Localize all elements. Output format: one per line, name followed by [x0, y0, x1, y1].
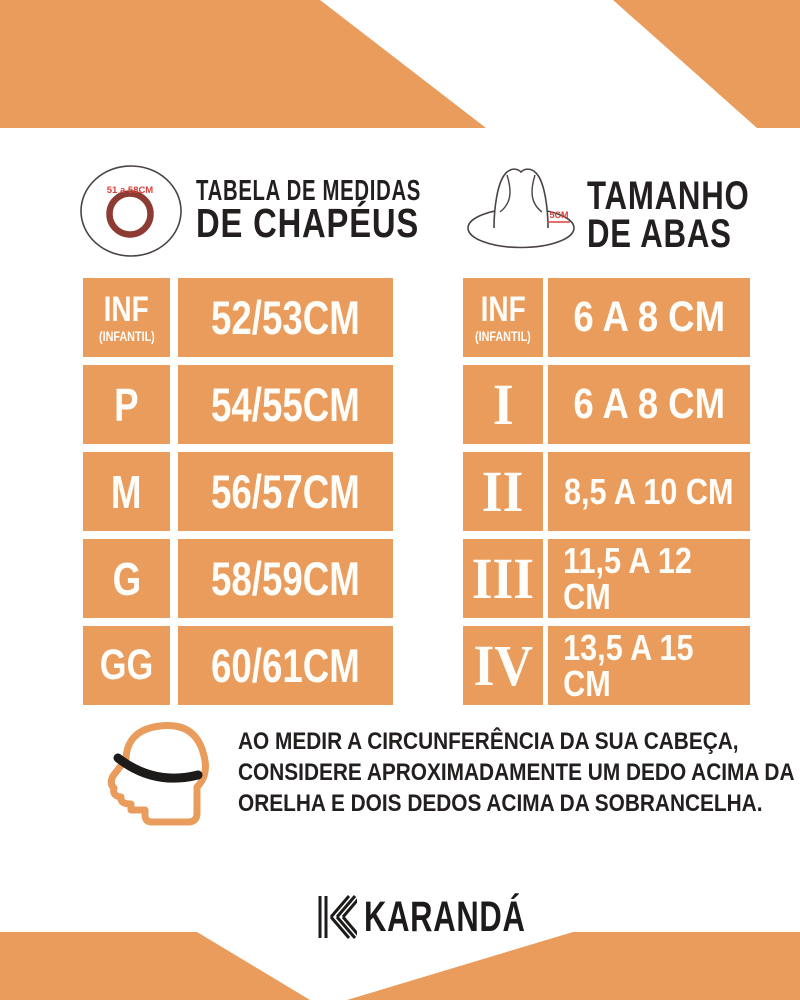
brand-logo [317, 894, 588, 940]
size-label-cell [463, 278, 543, 357]
top-banner [0, 0, 800, 128]
size-value: 6 A 8 CM [573, 380, 725, 428]
size-label: GG [99, 641, 154, 689]
size-label: INF [103, 289, 150, 329]
size-label: P [114, 378, 139, 431]
table-row [83, 365, 393, 444]
size-value: 11,5 A 12 CM [563, 539, 692, 617]
size-value-cell [178, 452, 393, 531]
brim-size-table [463, 278, 750, 705]
size-label-cell [83, 626, 170, 705]
measure-note [199, 726, 795, 819]
size-chart-title-line2: DE CHAPÉUS [196, 200, 420, 246]
table-row [83, 278, 393, 357]
size-value-cell [178, 278, 393, 357]
measure-note-line2: CONSIDERE APROXIMADAMENTE UM DEDO ACIMA DA [238, 759, 795, 786]
table-row [463, 365, 750, 444]
size-sublabel: (INFANTIL) [98, 328, 155, 344]
banner-stripe-top-right [613, 0, 800, 128]
head-circumference-range-label: 51 a 58CM [106, 185, 154, 196]
banner-stripe-bottom-right [347, 932, 800, 1000]
size-label: IV [473, 632, 533, 698]
size-label-cell [83, 452, 170, 531]
size-value: 54/55CM [211, 378, 360, 431]
size-label-cell [83, 365, 170, 444]
size-value-cell [548, 539, 750, 618]
size-value: 52/53CM [211, 291, 360, 344]
size-label: INF [480, 289, 526, 329]
banner-stripe-top-left [0, 0, 486, 128]
size-label: M [111, 465, 142, 518]
size-value-cell [548, 278, 750, 357]
size-value-cell [548, 365, 750, 444]
brand-mark-icon [317, 894, 357, 940]
size-value-cell [548, 452, 750, 531]
table-row [463, 278, 750, 357]
brim-chart-title-line2: DE ABAS [587, 212, 732, 256]
table-row [463, 452, 750, 531]
table-row [463, 626, 750, 705]
table-row [83, 452, 393, 531]
size-label-cell [463, 539, 543, 618]
size-label-cell [83, 278, 170, 357]
brand-name: KARANDÁ [364, 892, 526, 941]
size-value: 60/61CM [211, 639, 360, 692]
size-value-cell [178, 626, 393, 705]
size-label-cell [463, 365, 543, 444]
table-row [463, 539, 750, 618]
size-value: 58/59CM [211, 552, 360, 605]
size-label-cell [463, 626, 543, 705]
brim-width-label: 5CM [549, 210, 569, 220]
size-value: 13,5 A 15 CM [563, 626, 694, 704]
size-chart-title-line1: TABELA DE MEDIDAS [196, 175, 422, 207]
size-value: 6 A 8 CM [573, 293, 725, 341]
table-row [83, 626, 393, 705]
measure-note-line3: ORELHA E DOIS DEDOS ACIMA DA SOBRANCELHA. [238, 790, 763, 817]
table-row [83, 539, 393, 618]
hat-size-table [83, 278, 393, 705]
size-value-cell [178, 365, 393, 444]
brim-chart-title-line1: TAMANHO [587, 174, 750, 218]
size-value-cell [548, 626, 750, 705]
size-sublabel: (INFANTIL) [475, 328, 531, 344]
hat-brim-side-view-icon [466, 162, 582, 252]
size-label: III [471, 545, 535, 611]
size-label-cell [463, 452, 543, 531]
size-label: I [492, 371, 514, 437]
bottom-banner [0, 932, 800, 1000]
measure-note-line1: AO MEDIR A CIRCUNFERÊNCIA DA SUA CABEÇA, [238, 728, 739, 755]
banner-stripe-bottom-left [0, 932, 310, 1000]
size-label-cell [83, 539, 170, 618]
size-label: II [482, 458, 524, 524]
hat-top-view-icon [79, 164, 183, 258]
size-value: 8,5 A 10 CM [564, 470, 734, 512]
size-value-cell [178, 539, 393, 618]
size-value: 56/57CM [211, 465, 360, 518]
size-label: G [112, 552, 141, 605]
